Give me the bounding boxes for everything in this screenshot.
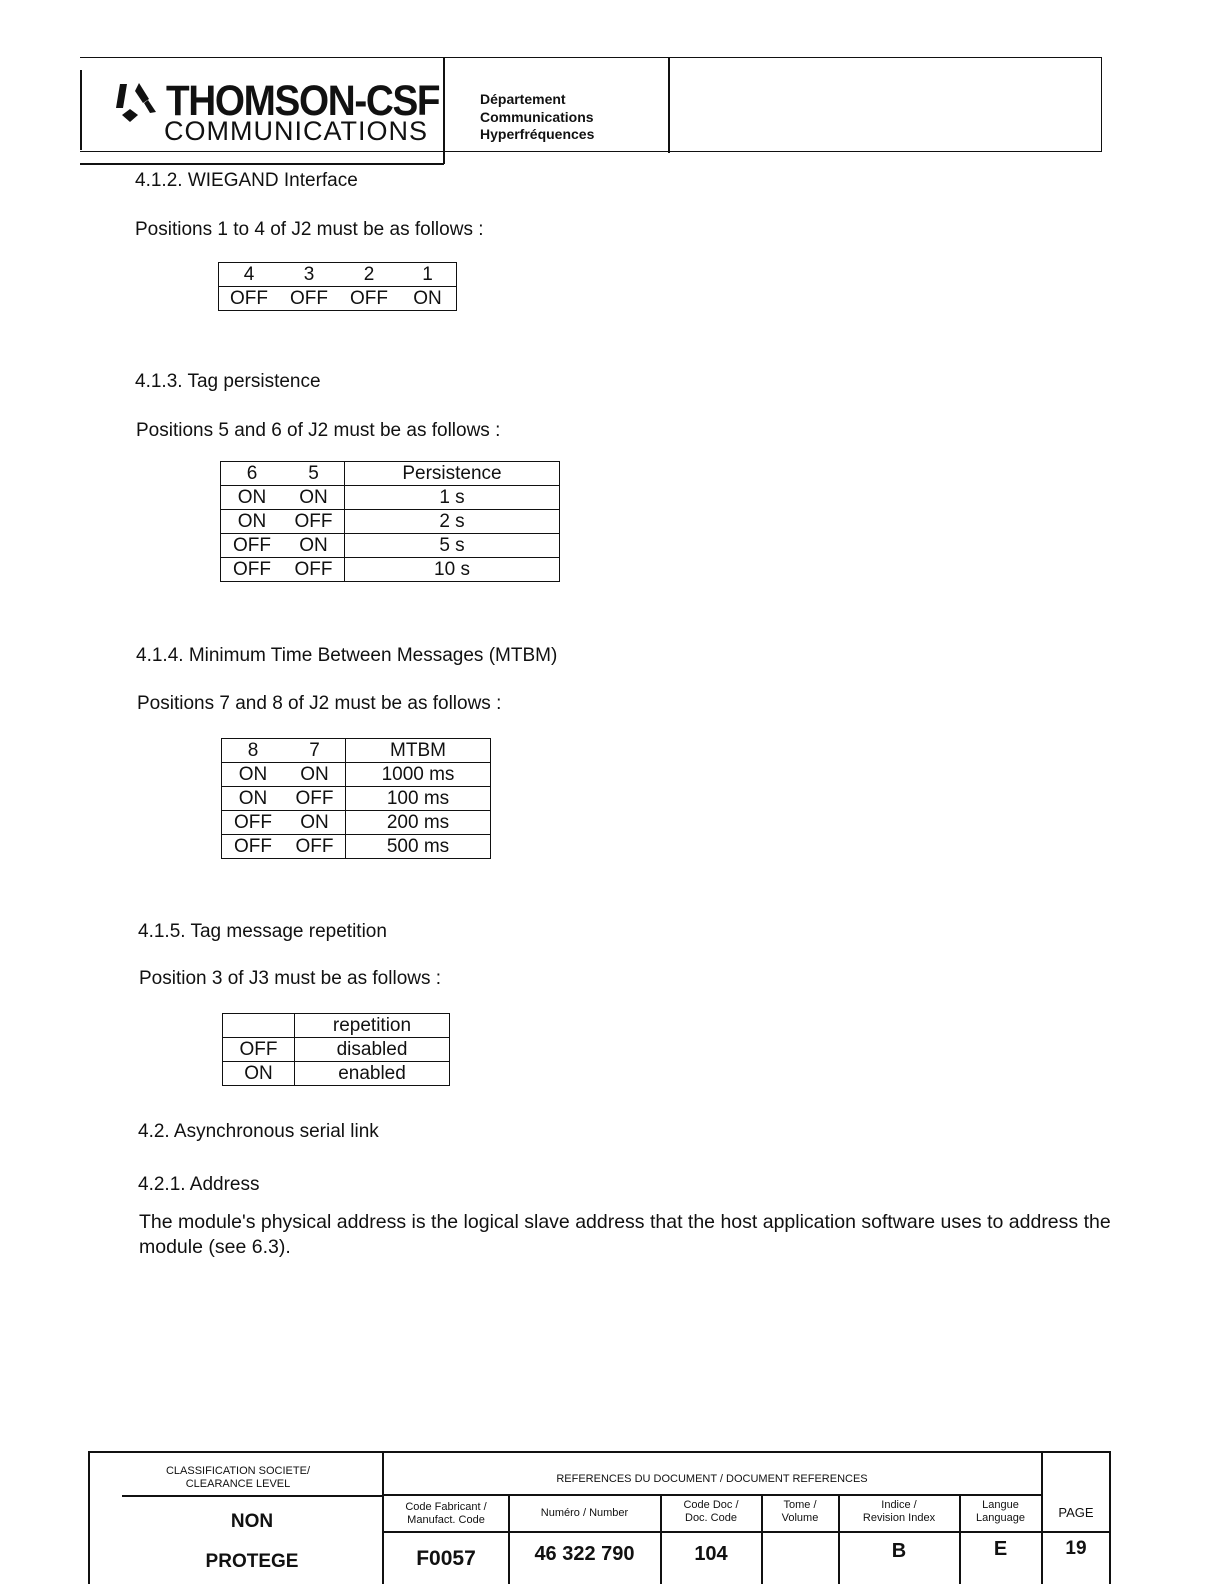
table-cell: ON	[222, 763, 285, 787]
table-cell: ON	[221, 510, 284, 534]
repetition-table	[222, 1013, 450, 1086]
table-cell: OFF	[284, 835, 346, 859]
column-label-line: Revision Index	[862, 1512, 936, 1524]
table-cell: ON	[221, 486, 284, 510]
table-cell: enabled	[295, 1062, 450, 1086]
classification-label-line: CLASSIFICATION SOCIETE/	[165, 1465, 311, 1477]
table-cell: 8	[222, 739, 285, 763]
table-cell: OFF	[279, 287, 339, 311]
table-cell: OFF	[283, 510, 345, 534]
table-header-row	[222, 739, 491, 763]
column-label	[762, 1499, 838, 1525]
table-cell: 100 ms	[346, 787, 491, 811]
table-cell: 1 s	[345, 486, 560, 510]
classification-value: NON	[230, 1511, 274, 1532]
table-cell: 6	[221, 462, 284, 486]
section-heading: 4.1.5. Tag message repetition	[138, 921, 387, 942]
header-divider	[443, 57, 445, 164]
table-row	[221, 510, 560, 534]
table-cell: OFF	[222, 835, 285, 859]
table-row	[223, 1062, 450, 1086]
column-label	[661, 1499, 761, 1525]
table-cell: OFF	[283, 558, 345, 582]
table-cell	[223, 1014, 295, 1038]
column-label-line: Code Fabricant /	[405, 1501, 487, 1513]
classification-label	[128, 1465, 348, 1491]
table-cell: 500 ms	[346, 835, 491, 859]
table-cell: ON	[283, 534, 345, 558]
table-cell: 200 ms	[346, 811, 491, 835]
thomson-logo-icon	[114, 82, 160, 128]
classification-value: PROTEGE	[205, 1551, 299, 1572]
table-cell: Persistence	[345, 462, 560, 486]
table-row	[219, 287, 457, 311]
wiegand-switch-table	[218, 262, 457, 311]
table-cell: 10 s	[345, 558, 560, 582]
table-cell: 1000 ms	[346, 763, 491, 787]
column-label-line: Code Doc /	[683, 1499, 739, 1511]
section-heading: 4.2. Asynchronous serial link	[138, 1121, 379, 1142]
section-intro: Position 3 of J3 must be as follows :	[139, 968, 442, 989]
column-label-line: Tome /	[783, 1499, 817, 1511]
header-left-rule	[80, 70, 82, 150]
table-cell: OFF	[221, 558, 284, 582]
section-heading: 4.1.3. Tag persistence	[135, 371, 321, 392]
column-label	[384, 1501, 508, 1527]
table-cell: disabled	[295, 1038, 450, 1062]
table-cell: ON	[222, 787, 285, 811]
table-cell: OFF	[222, 811, 285, 835]
section-intro: Positions 1 to 4 of J2 must be as follows :	[135, 219, 484, 240]
table-cell: OFF	[221, 534, 284, 558]
classification-label-line: CLEARANCE LEVEL	[185, 1478, 291, 1490]
table-cell: OFF	[219, 287, 280, 311]
document-number: 46 322 790	[534, 1543, 635, 1565]
table-row	[221, 558, 560, 582]
column-label-line: Indice /	[881, 1499, 917, 1511]
table-cell: OFF	[339, 287, 399, 311]
header-bottom-rule	[80, 163, 444, 165]
table-header-row	[221, 462, 560, 486]
table-row	[222, 787, 491, 811]
department-line: Hyperfréquences	[480, 126, 595, 142]
section-heading: 4.2.1. Address	[138, 1174, 260, 1195]
table-cell: ON	[283, 486, 345, 510]
column-label-line: Manufact. Code	[407, 1514, 485, 1526]
body-paragraph: The module's physical address is the logical slave address that the host application software uses to address the module (see 6.3).	[139, 1211, 1111, 1258]
revision-index: B	[891, 1540, 907, 1562]
table-cell: OFF	[284, 787, 346, 811]
column-label	[839, 1499, 959, 1525]
column-label-line: Language	[976, 1512, 1025, 1524]
table-cell: 5 s	[345, 534, 560, 558]
page-number: 19	[1065, 1538, 1087, 1559]
department-line: Communications	[480, 108, 594, 125]
section-intro: Positions 5 and 6 of J2 must be as follows :	[136, 420, 501, 441]
manufacturer-code: F0057	[416, 1547, 476, 1570]
column-label: Numéro / Number	[540, 1507, 629, 1519]
column-label-line: Langue	[982, 1499, 1019, 1511]
section-heading: 4.1.4. Minimum Time Between Messages (MTBM)	[136, 645, 558, 666]
table-row	[221, 534, 560, 558]
table-header-row	[219, 263, 457, 287]
language: E	[993, 1538, 1008, 1560]
table-cell: ON	[399, 287, 457, 311]
table-cell: 5	[283, 462, 345, 486]
table-cell: 2 s	[345, 510, 560, 534]
mtbm-table	[221, 738, 491, 859]
table-cell: 4	[219, 263, 280, 287]
document-footer	[88, 1451, 1111, 1584]
column-label-line: Volume	[781, 1512, 819, 1524]
table-cell: repetition	[295, 1014, 450, 1038]
header-divider	[668, 57, 670, 153]
section-heading: 4.1.2. WIEGAND Interface	[135, 170, 358, 191]
table-cell: ON	[223, 1062, 295, 1086]
table-row	[222, 811, 491, 835]
table-cell: 7	[284, 739, 346, 763]
persistence-table	[220, 461, 560, 582]
column-label	[960, 1499, 1041, 1525]
department-block	[480, 91, 594, 144]
table-row	[223, 1038, 450, 1062]
page-label: PAGE	[1058, 1505, 1094, 1520]
table-cell: ON	[284, 811, 346, 835]
table-cell: ON	[284, 763, 346, 787]
company-division: COMMUNICATIONS	[164, 116, 428, 146]
doc-code: 104	[694, 1543, 728, 1565]
table-cell: OFF	[223, 1038, 295, 1062]
references-title: REFERENCES DU DOCUMENT / DOCUMENT REFERENCES	[556, 1473, 868, 1485]
section-intro: Positions 7 and 8 of J2 must be as follows :	[137, 693, 502, 714]
column-label-line: Doc. Code	[685, 1512, 737, 1524]
table-cell: 3	[279, 263, 339, 287]
table-cell: 2	[339, 263, 399, 287]
table-row	[221, 486, 560, 510]
department-line: Département	[480, 91, 566, 107]
table-row	[222, 763, 491, 787]
company-name: THOMSON-CSF	[166, 77, 440, 125]
table-row	[222, 835, 491, 859]
table-cell: MTBM	[346, 739, 491, 763]
table-cell: 1	[399, 263, 457, 287]
table-header-row	[223, 1014, 450, 1038]
